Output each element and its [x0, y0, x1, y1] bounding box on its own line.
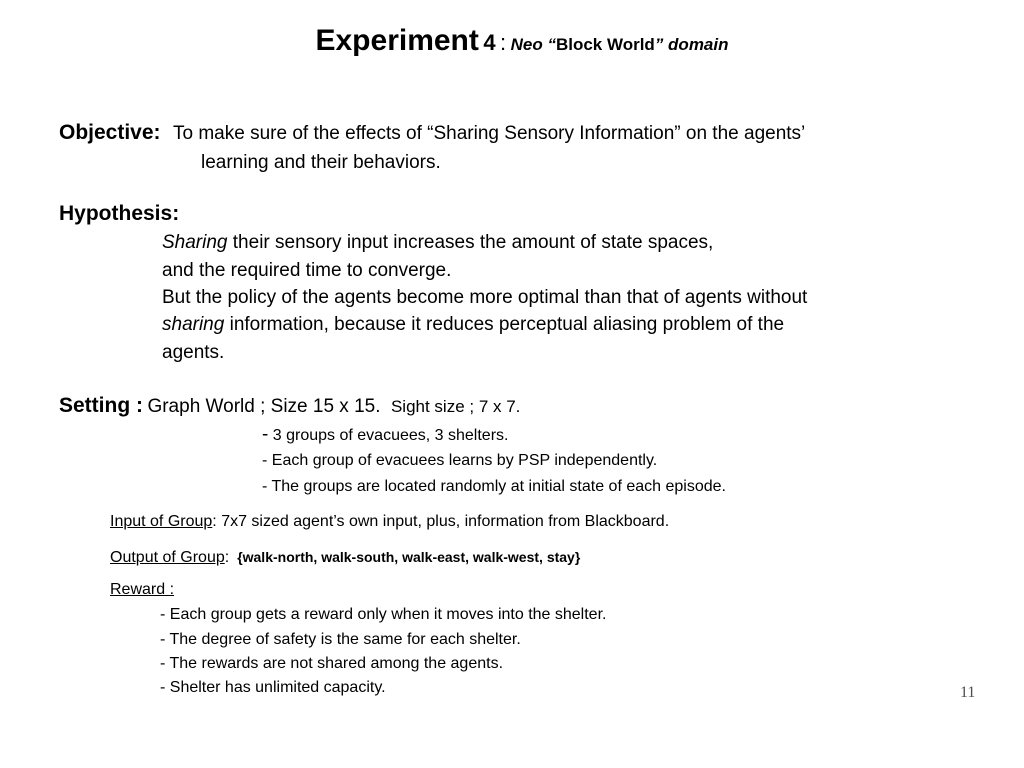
hypothesis-line4-rest: information, because it reduces perceptual aliasing problem of the [224, 314, 785, 335]
reward-item: - The rewards are not shared among the agents. [160, 655, 504, 672]
setting-line [59, 394, 520, 418]
title-number: 4 [483, 30, 496, 55]
reward-item: - Shelter has unlimited capacity. [160, 679, 386, 696]
title-sub-italic-2: ” domain [654, 35, 729, 54]
title-sub-bold: Block World [555, 35, 655, 54]
objective-text-2: learning and their behaviors. [201, 152, 441, 173]
output-colon: : [224, 549, 230, 566]
reward-label: Reward : [110, 581, 175, 598]
hypothesis-label: Hypothesis: [59, 202, 180, 225]
output-line [110, 549, 580, 567]
input-line [110, 513, 669, 531]
objective-label: Objective: [59, 121, 161, 144]
title-main: Experiment [315, 24, 479, 57]
hypothesis-sharing-italic: Sharing [162, 232, 228, 253]
title-sub-italic-1: Neo “ [510, 35, 556, 54]
output-label: Output of Group [110, 549, 225, 566]
hypothesis-line3: But the policy of the agents become more optimal than that of agents without [162, 287, 808, 308]
setting-sight: Sight size ; 7 x 7. [390, 397, 521, 416]
title-subtitle [511, 35, 729, 54]
hypothesis-line2: and the required time to converge. [162, 260, 452, 281]
hypothesis-line5: agents. [162, 342, 225, 363]
setting-item-3: - The groups are located randomly at initial state of each episode. [262, 478, 726, 495]
setting-label: Setting : [59, 394, 143, 417]
input-text: : 7x7 sized agent’s own input, plus, information from Blackboard. [212, 513, 670, 530]
page-number: 11 [960, 684, 976, 701]
hypothesis-sharing-italic-2: sharing [162, 314, 225, 335]
setting-item-1 [262, 424, 508, 446]
title-colon: : [500, 30, 507, 55]
output-actions: {walk-north, walk-south, walk-east, walk-west, stay} [237, 549, 581, 565]
setting-item-2: - Each group of evacuees learns by PSP independently. [262, 452, 658, 469]
hypothesis-line1 [162, 232, 713, 254]
setting-main: Graph World ; Size 15 x 15. [147, 396, 381, 417]
slide-title [0, 24, 1024, 58]
objective-line1 [59, 121, 805, 145]
reward-item: - The degree of safety is the same for each shelter. [160, 631, 521, 648]
hypothesis-line4 [162, 314, 784, 336]
objective-text-1: To make sure of the effects of “Sharing Sensory Information” on the agents’ [173, 123, 806, 144]
setting-item-1-dash: - [262, 424, 269, 445]
input-label: Input of Group [110, 513, 213, 530]
hypothesis-line1-rest: their sensory input increases the amount of state spaces, [227, 232, 714, 253]
setting-item-1-text: 3 groups of evacuees, 3 shelters. [272, 427, 509, 444]
reward-item: - Each group gets a reward only when it moves into the shelter. [160, 606, 607, 623]
